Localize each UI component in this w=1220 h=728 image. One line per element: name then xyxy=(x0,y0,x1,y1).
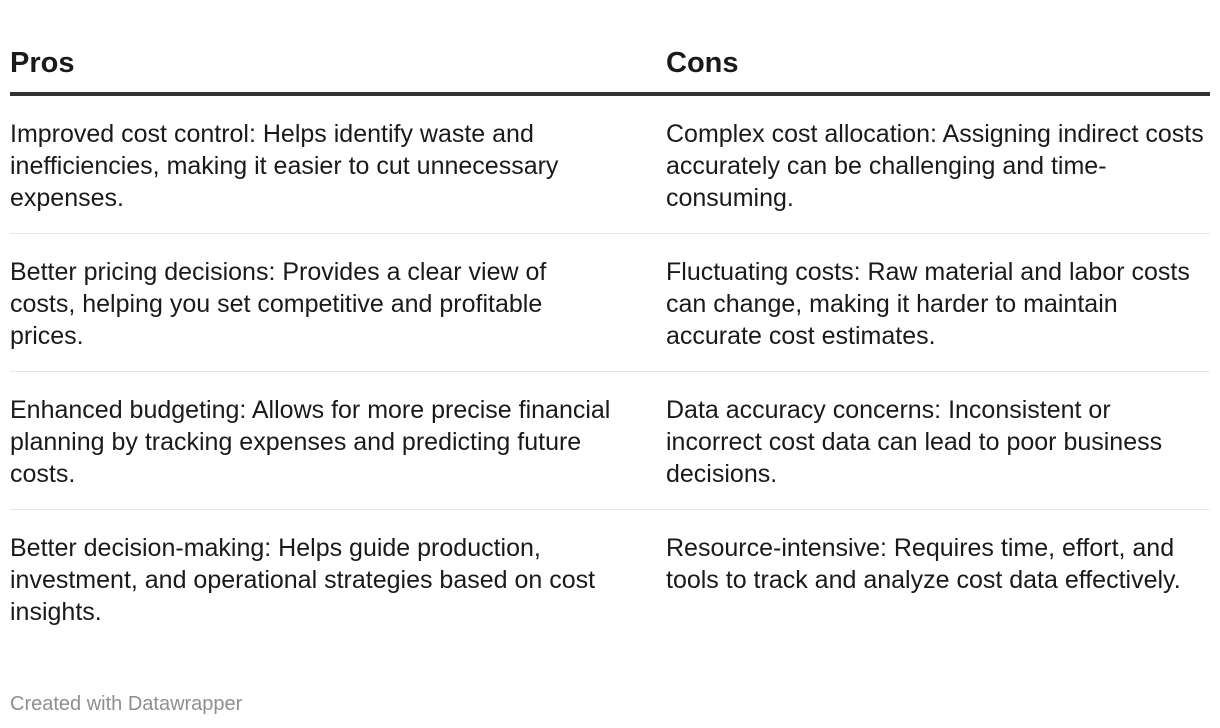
table-row xyxy=(10,94,1210,234)
cons-cell: Data accuracy concerns: Inconsistent or incorrect cost data can lead to poor business decisions. xyxy=(666,372,1210,510)
datawrapper-credit: Created with Datawrapper xyxy=(10,693,243,715)
cons-cell: Fluctuating costs: Raw material and labor costs can change, making it harder to maintain accurate cost estimates. xyxy=(666,234,1210,372)
table-row xyxy=(10,510,1210,648)
table-row xyxy=(10,372,1210,510)
pros-cell: Enhanced budgeting: Allows for more precise financial planning by tracking expenses and predicting future costs. xyxy=(10,372,666,510)
cons-cell: Complex cost allocation: Assigning indirect costs accurately can be challenging and time-consuming. xyxy=(666,94,1210,234)
column-header-cons: Cons xyxy=(666,38,1210,94)
table-body xyxy=(10,94,1210,647)
pros-cell: Improved cost control: Helps identify waste and inefficiencies, making it easier to cut unnecessary expenses. xyxy=(10,94,666,234)
cons-cell: Resource-intensive: Requires time, effort, and tools to track and analyze cost data effectively. xyxy=(666,534,1181,594)
table-row xyxy=(10,234,1210,372)
table-header xyxy=(10,38,1210,94)
pros-cell: Better pricing decisions: Provides a clear view of costs, helping you set competitive and profitable prices. xyxy=(10,234,666,372)
column-header-pros: Pros xyxy=(10,38,666,94)
table xyxy=(10,38,1210,647)
pros-cons-table xyxy=(10,38,1210,647)
header-row xyxy=(10,38,1210,94)
pros-cell: Better decision-making: Helps guide production, investment, and operational strategies based on cost insights. xyxy=(10,534,596,626)
